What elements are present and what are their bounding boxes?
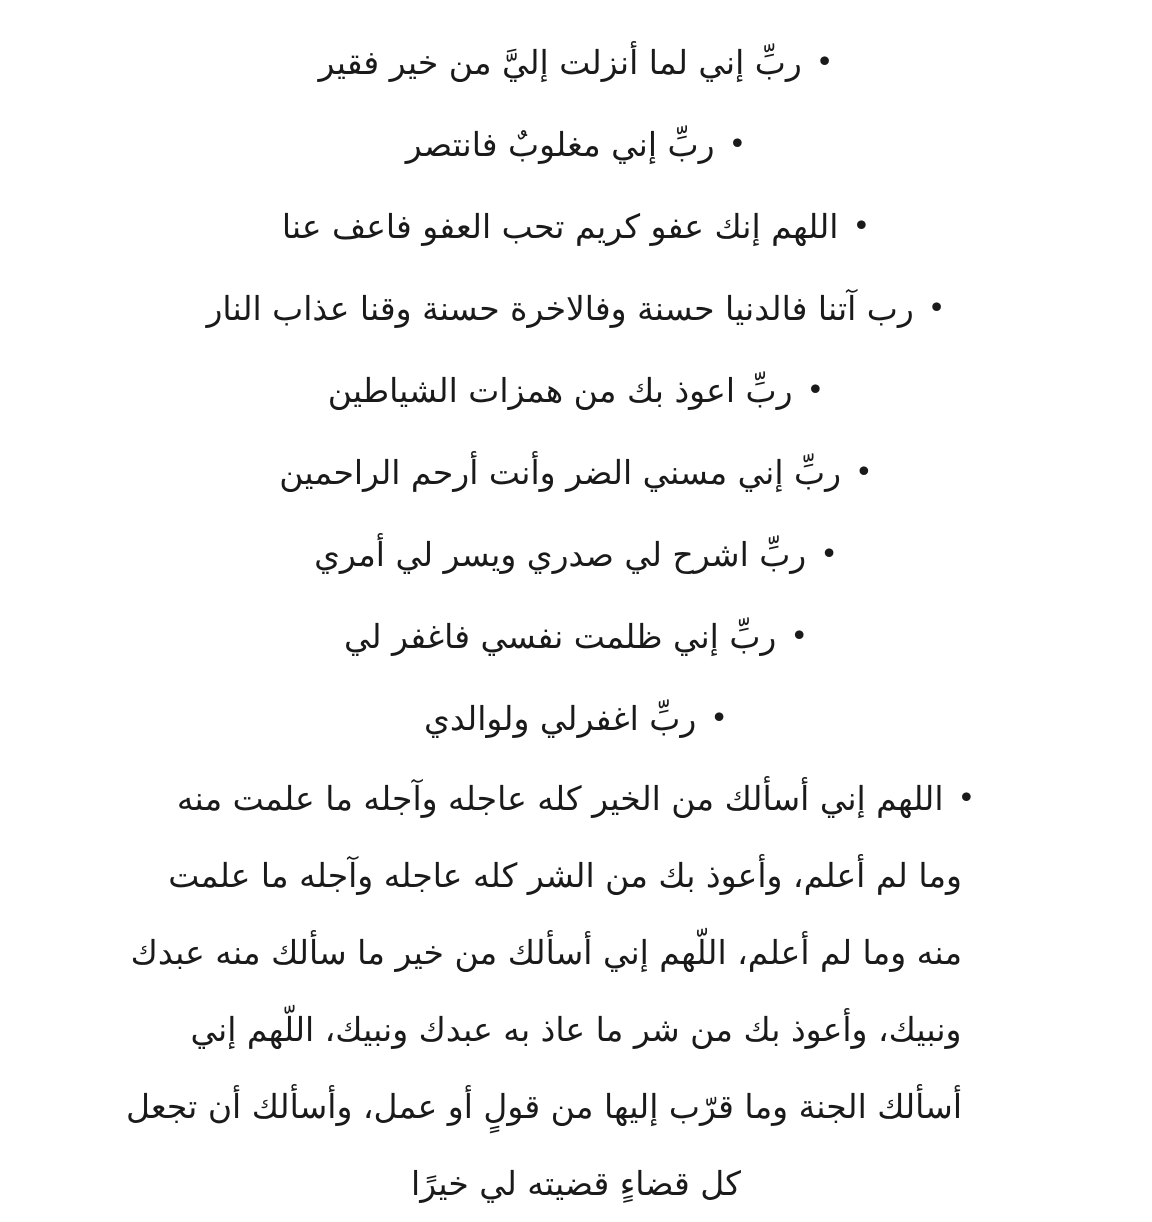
dua-text: ربِّ إني مغلوبٌ فانتصر: [405, 125, 715, 164]
dua-item: [190, 22, 962, 104]
bullet-icon: •: [790, 619, 809, 654]
dua-line: وما لم أعلم، وأعوذ بك من الشر كله عاجله وآجله ما علمت: [168, 856, 962, 895]
dua-item: [190, 678, 962, 760]
bullet-icon: •: [820, 537, 838, 572]
dua-item: [190, 350, 962, 432]
dua-item: [190, 104, 962, 186]
dua-text: ربِّ إني لما أنزلت إليَّ من خير فقير: [318, 43, 802, 82]
bullet-icon: •: [927, 291, 946, 326]
dua-text: ربِّ إني ظلمت نفسي فاغفر لي: [343, 617, 777, 656]
dua-item: [190, 268, 962, 350]
dua-text: ربِّ إني مسني الضر وأنت أرحم الراحمين: [279, 453, 842, 492]
dua-text: اللهم إنك عفو كريم تحب العفو فاعف عنا: [281, 207, 839, 246]
dua-text: ربِّ اشرح لي صدري ويسر لي أمري: [314, 535, 807, 574]
bullet-icon: •: [728, 127, 747, 162]
dua-text: ربِّ اغفرلي ولوالدي: [424, 699, 697, 738]
bullet-icon: •: [855, 455, 873, 490]
dua-text: ربِّ اعوذ بك من همزات الشياطين: [327, 371, 793, 410]
bullet-icon: •: [852, 209, 871, 244]
bullet-icon: •: [710, 701, 728, 736]
bullet-icon: •: [815, 45, 834, 80]
dua-list: [125, 22, 976, 1222]
dua-line: أسألك الجنة وما قرّب إليها من قولٍ أو عمل، وأسألك أن تجعل: [125, 1087, 962, 1126]
dua-text: اللهم إني أسألك من الخير كله عاجله وآجله ما علمت منه: [176, 779, 944, 818]
dua-item-long: [125, 760, 976, 1222]
dua-line: كل قضاءٍ قضيته لي خيرًا: [411, 1164, 741, 1203]
dua-item: [190, 514, 962, 596]
dua-item: [190, 596, 962, 678]
bullet-icon: •: [806, 373, 825, 408]
dua-line: [176, 760, 976, 837]
dua-item: [190, 432, 962, 514]
bullet-icon: •: [957, 781, 976, 816]
dua-line: منه وما لم أعلم، اللّهم إني أسألك من خير ما سألك منه عبدك: [130, 933, 962, 972]
dua-text: رب آتنا فالدنيا حسنة وفالاخرة حسنة وقنا عذاب النار: [206, 289, 914, 328]
dua-line: ونبيك، وأعوذ بك من شر ما عاذ به عبدك ونبيك، اللّهم إني: [190, 1010, 962, 1049]
dua-item: [190, 186, 962, 268]
